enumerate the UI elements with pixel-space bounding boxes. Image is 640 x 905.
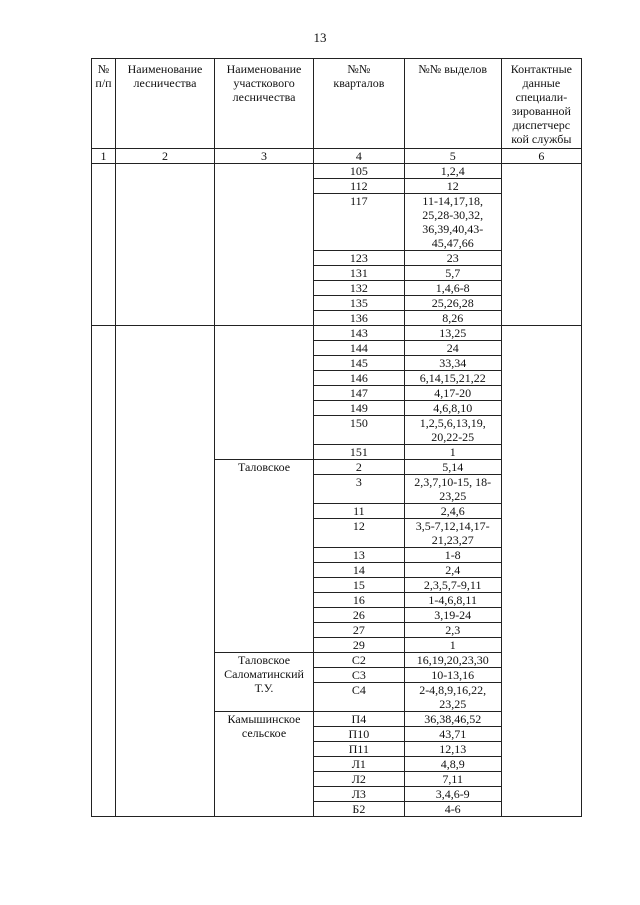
cell-quarter: 123 bbox=[314, 251, 405, 266]
cell-allotments: 2,4 bbox=[404, 563, 501, 578]
cell-allotments: 7,11 bbox=[404, 772, 501, 787]
cell-quarter: 11 bbox=[314, 504, 405, 519]
cell-allotments: 4,17-20 bbox=[404, 386, 501, 401]
cell-allotments: 13,25 bbox=[404, 326, 501, 341]
cell-quarter: 151 bbox=[314, 445, 405, 460]
header-forestry: Наименование лесничества bbox=[115, 59, 214, 149]
cell-district-forestry: Камышинское сельское bbox=[215, 712, 314, 817]
table-row bbox=[92, 326, 582, 341]
cell-quarter: Л2 bbox=[314, 772, 405, 787]
cell-quarter: 2 bbox=[314, 460, 405, 475]
cell-allotments: 1 bbox=[404, 638, 501, 653]
column-number-row bbox=[92, 149, 582, 164]
cell-quarter: 146 bbox=[314, 371, 405, 386]
header-row bbox=[92, 59, 582, 149]
header-number: № п/п bbox=[92, 59, 116, 149]
cell-quarter: 145 bbox=[314, 356, 405, 371]
cell-allotments: 1-8 bbox=[404, 548, 501, 563]
cell-quarter: 16 bbox=[314, 593, 405, 608]
cell-quarter: П10 bbox=[314, 727, 405, 742]
cell-quarter: 150 bbox=[314, 416, 405, 445]
cell-district-forestry bbox=[215, 164, 314, 326]
cell-allotments: 3,4,6-9 bbox=[404, 787, 501, 802]
cell-quarter: 27 bbox=[314, 623, 405, 638]
cell-forestry bbox=[115, 326, 214, 817]
cell-allotments: 4,6,8,10 bbox=[404, 401, 501, 416]
column-number: 6 bbox=[501, 149, 581, 164]
cell-allotments: 33,34 bbox=[404, 356, 501, 371]
cell-allotments: 10-13,16 bbox=[404, 668, 501, 683]
cell-allotments: 11-14,17,18, 25,28-30,32, 36,39,40,43- 45,47,66 bbox=[404, 194, 501, 251]
cell-quarter: П4 bbox=[314, 712, 405, 727]
header-contacts: Контактные данные специали- зированной диспетчерс кой службы bbox=[501, 59, 581, 149]
table-row bbox=[92, 164, 582, 179]
cell-allotments: 2,3,7,10-15, 18- 23,25 bbox=[404, 475, 501, 504]
cell-quarter: 117 bbox=[314, 194, 405, 251]
header-quarters: №№ кварталов bbox=[314, 59, 405, 149]
cell-allotments: 5,14 bbox=[404, 460, 501, 475]
cell-quarter: 135 bbox=[314, 296, 405, 311]
cell-allotments: 4,8,9 bbox=[404, 757, 501, 772]
cell-allotments: 16,19,20,23,30 bbox=[404, 653, 501, 668]
column-number: 4 bbox=[314, 149, 405, 164]
cell-quarter: Л1 bbox=[314, 757, 405, 772]
cell-allotments: 1,2,5,6,13,19, 20,22-25 bbox=[404, 416, 501, 445]
cell-number bbox=[92, 164, 116, 326]
cell-allotments: 8,26 bbox=[404, 311, 501, 326]
header-allotments: №№ выделов bbox=[404, 59, 501, 149]
cell-district-forestry: Таловское bbox=[215, 460, 314, 653]
cell-allotments: 36,38,46,52 bbox=[404, 712, 501, 727]
cell-allotments: 12 bbox=[404, 179, 501, 194]
cell-allotments: 12,13 bbox=[404, 742, 501, 757]
column-number: 2 bbox=[115, 149, 214, 164]
cell-quarter: 12 bbox=[314, 519, 405, 548]
cell-quarter: 14 bbox=[314, 563, 405, 578]
cell-allotments: 25,26,28 bbox=[404, 296, 501, 311]
cell-quarter: 132 bbox=[314, 281, 405, 296]
cell-quarter: Л3 bbox=[314, 787, 405, 802]
cell-district-forestry bbox=[215, 326, 314, 460]
cell-number bbox=[92, 326, 116, 817]
cell-quarter: С2 bbox=[314, 653, 405, 668]
cell-allotments: 43,71 bbox=[404, 727, 501, 742]
cell-allotments: 1,4,6-8 bbox=[404, 281, 501, 296]
cell-allotments: 4-6 bbox=[404, 802, 501, 817]
cell-allotments: 6,14,15,21,22 bbox=[404, 371, 501, 386]
cell-quarter: 131 bbox=[314, 266, 405, 281]
cell-quarter: 147 bbox=[314, 386, 405, 401]
cell-allotments: 5,7 bbox=[404, 266, 501, 281]
forest-table bbox=[91, 58, 582, 817]
cell-quarter: 105 bbox=[314, 164, 405, 179]
cell-quarter: 26 bbox=[314, 608, 405, 623]
cell-quarter: 143 bbox=[314, 326, 405, 341]
table-body bbox=[92, 164, 582, 817]
cell-allotments: 23 bbox=[404, 251, 501, 266]
cell-quarter: 15 bbox=[314, 578, 405, 593]
cell-quarter: 29 bbox=[314, 638, 405, 653]
header-district-forestry: Наименование участкового лесничества bbox=[215, 59, 314, 149]
cell-allotments: 2-4,8,9,16,22, 23,25 bbox=[404, 683, 501, 712]
cell-quarter: С4 bbox=[314, 683, 405, 712]
cell-allotments: 2,3 bbox=[404, 623, 501, 638]
cell-allotments: 2,3,5,7-9,11 bbox=[404, 578, 501, 593]
cell-quarter: П11 bbox=[314, 742, 405, 757]
cell-allotments: 24 bbox=[404, 341, 501, 356]
cell-quarter: Б2 bbox=[314, 802, 405, 817]
cell-contacts bbox=[501, 326, 581, 817]
column-number: 5 bbox=[404, 149, 501, 164]
column-number: 3 bbox=[215, 149, 314, 164]
cell-allotments: 3,19-24 bbox=[404, 608, 501, 623]
cell-allotments: 2,4,6 bbox=[404, 504, 501, 519]
cell-quarter: 112 bbox=[314, 179, 405, 194]
cell-quarter: 144 bbox=[314, 341, 405, 356]
cell-forestry bbox=[115, 164, 214, 326]
cell-allotments: 1-4,6,8,11 bbox=[404, 593, 501, 608]
cell-quarter: 149 bbox=[314, 401, 405, 416]
cell-quarter: 13 bbox=[314, 548, 405, 563]
cell-district-forestry: Таловское Саломатинский Т.У. bbox=[215, 653, 314, 712]
cell-allotments: 1,2,4 bbox=[404, 164, 501, 179]
column-number: 1 bbox=[92, 149, 116, 164]
cell-quarter: С3 bbox=[314, 668, 405, 683]
page-number: 13 bbox=[313, 30, 327, 45]
cell-quarter: 3 bbox=[314, 475, 405, 504]
cell-contacts bbox=[501, 164, 581, 326]
cell-allotments: 3,5-7,12,14,17- 21,23,27 bbox=[404, 519, 501, 548]
cell-allotments: 1 bbox=[404, 445, 501, 460]
cell-quarter: 136 bbox=[314, 311, 405, 326]
